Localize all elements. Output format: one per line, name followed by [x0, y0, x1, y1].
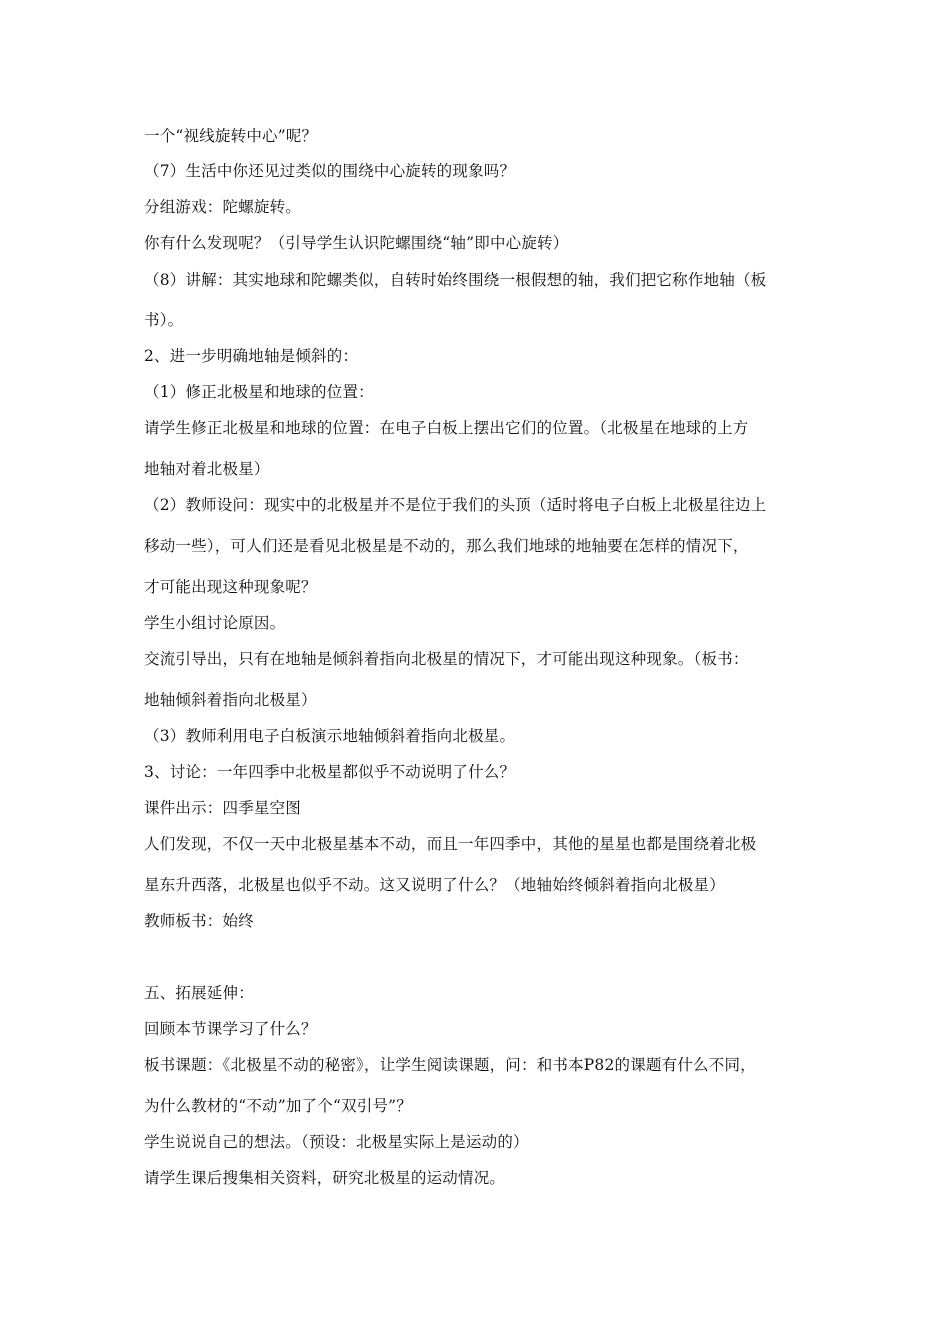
- text-line: 板书课题：《北极星不动的秘密》，让学生阅读课题，问：和书本P82的课题有什么不同，: [144, 1056, 756, 1074]
- text-line: （7）生活中你还见过类似的围绕中心旋转的现象吗？: [144, 162, 516, 180]
- text-line: 地轴对着北极星）: [144, 460, 270, 478]
- text-line: （1）修正北极星和地球的位置：: [144, 383, 374, 401]
- section-heading: 3、讨论：一年四季中北极星都似乎不动说明了什么？: [144, 763, 516, 781]
- section-heading: 五、拓展延伸：: [144, 984, 254, 1002]
- text-line: 请学生课后搜集相关资料，研究北极星的运动情况。: [144, 1169, 506, 1187]
- text-line: 请学生修正北极星和地球的位置：在电子白板上摆出它们的位置。（北极星在地球的上方: [144, 419, 749, 437]
- text-line: 移动一些），可人们还是看见北极星是不动的，那么我们地球的地轴要在怎样的情况下，: [144, 537, 749, 555]
- text-line: 教师板书：始终: [144, 912, 254, 930]
- text-line: 课件出示：四季星空图: [144, 799, 302, 817]
- text-line: 星东升西落，北极星也似乎不动。这又说明了什么？（地轴始终倾斜着指向北极星）: [144, 876, 725, 894]
- text-line: （2）教师设问：现实中的北极星并不是位于我们的头顶（适时将电子白板上北极星往边上: [144, 496, 767, 514]
- text-line: 回顾本节课学习了什么？: [144, 1020, 317, 1038]
- text-line: 学生小组讨论原因。: [144, 614, 286, 632]
- text-line: 分组游戏：陀螺旋转。: [144, 198, 302, 216]
- text-line: （3）教师利用电子白板演示地轴倾斜着指向北极星。: [144, 727, 516, 745]
- text-line: 书）。: [144, 311, 184, 329]
- text-line: 为什么教材的“不动”加了个“双引号”？: [144, 1097, 412, 1115]
- text-line: 交流引导出，只有在地轴是倾斜着指向北极星的情况下，才可能出现这种现象。（板书：: [144, 650, 749, 668]
- text-line: 一个“视线旋转中心”呢？: [144, 127, 318, 145]
- text-line: 你有什么发现呢？（引导学生认识陀螺围绕“轴”即中心旋转）: [144, 234, 569, 252]
- text-line: （8）讲解：其实地球和陀螺类似，自转时始终围绕一根假想的轴，我们把它称作地轴（板: [144, 271, 767, 289]
- text-line: 学生说说自己的想法。（预设：北极星实际上是运动的）: [144, 1133, 529, 1151]
- section-heading: 2、进一步明确地轴是倾斜的：: [144, 347, 359, 365]
- text-line: 才可能出现这种现象呢？: [144, 578, 317, 596]
- text-line: 地轴倾斜着指向北极星）: [144, 691, 317, 709]
- text-line: 人们发现，不仅一天中北极星基本不动，而且一年四季中，其他的星星也都是围绕着北极: [144, 835, 757, 853]
